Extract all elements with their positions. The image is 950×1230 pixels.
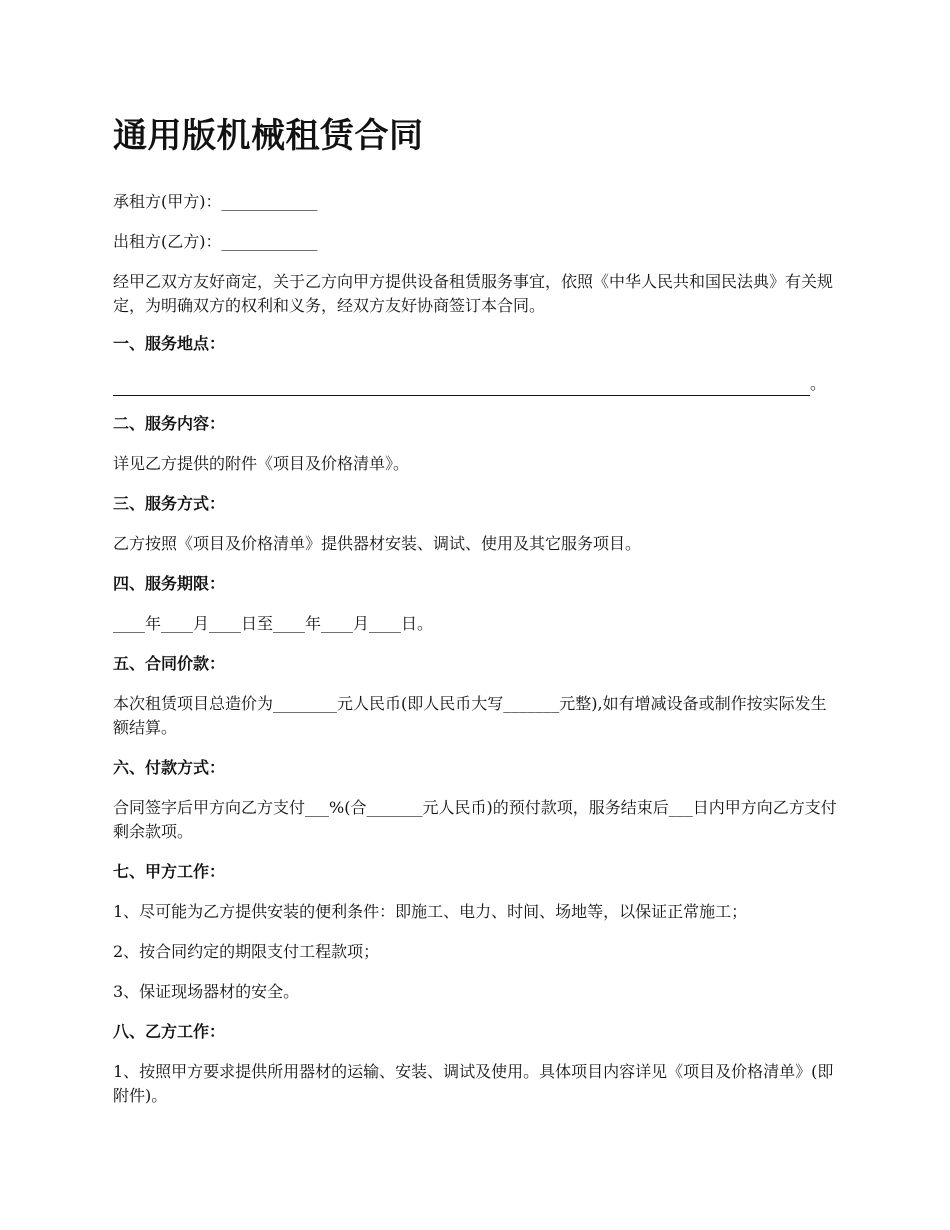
section-2-text: 详见乙方提供的附件《项目及价格清单》。 (113, 454, 410, 473)
section-7-item: 3、保证现场器材的安全。 (113, 982, 300, 1001)
section-7-item: 1、尽可能为乙方提供安装的便利条件：即施工、电力、时间、场地等，以保证正常施工； (113, 902, 748, 921)
intro-paragraph: 经甲乙双方友好商定，关于乙方向甲方提供设备租赁服务事宜，依照《中华人民共和国民法典》有关规定，为明确双方的权利和义务，经双方友好协商签订本合同。 (113, 272, 834, 315)
lessee-line: 承租方(甲方)：____________ (113, 192, 318, 211)
section-8-item: 1、按照甲方要求提供所用器材的运输、安装、调试及使用。具体项目内容详见《项目及价格清单》(即附件)。 (113, 1062, 834, 1105)
section-6-heading: 六、付款方式： (113, 758, 226, 777)
section-1-heading: 一、服务地点： (113, 334, 226, 353)
section-5-heading: 五、合同价款： (113, 654, 226, 673)
section-5-text: 本次租赁项目总造价为________元人民币(即人民币大写_______元整),如有增减设备或制作按实际发生额结算。 (113, 694, 827, 737)
lessor-line: 出租方(乙方)：____________ (113, 232, 318, 251)
section-3-text: 乙方按照《项目及价格清单》提供器材安装、调试、使用及其它服务项目。 (113, 534, 642, 553)
section-3-heading: 三、服务方式： (113, 494, 226, 513)
section-8-heading: 八、乙方工作： (113, 1022, 226, 1041)
section-7-item: 2、按合同约定的期限支付工程款项； (113, 942, 380, 961)
section-4-text: ____年____月____日至____年____月____日。 (113, 614, 434, 633)
section-7-heading: 七、甲方工作： (113, 862, 226, 881)
document-page (113, 112, 841, 1124)
section-2-heading: 二、服务内容： (113, 414, 226, 433)
section-4-heading: 四、服务期限： (113, 574, 226, 593)
section-6-text: 合同签字后甲方向乙方支付___%(合_______元人民币)的预付款项，服务结束后___日内甲方向乙方支付剩余款项。 (113, 798, 837, 841)
service-location-line (113, 372, 841, 396)
service-location-blank (113, 377, 810, 396)
document-title: 通用版机械租赁合同 (113, 116, 424, 156)
service-location-tail: 。 (810, 374, 827, 393)
